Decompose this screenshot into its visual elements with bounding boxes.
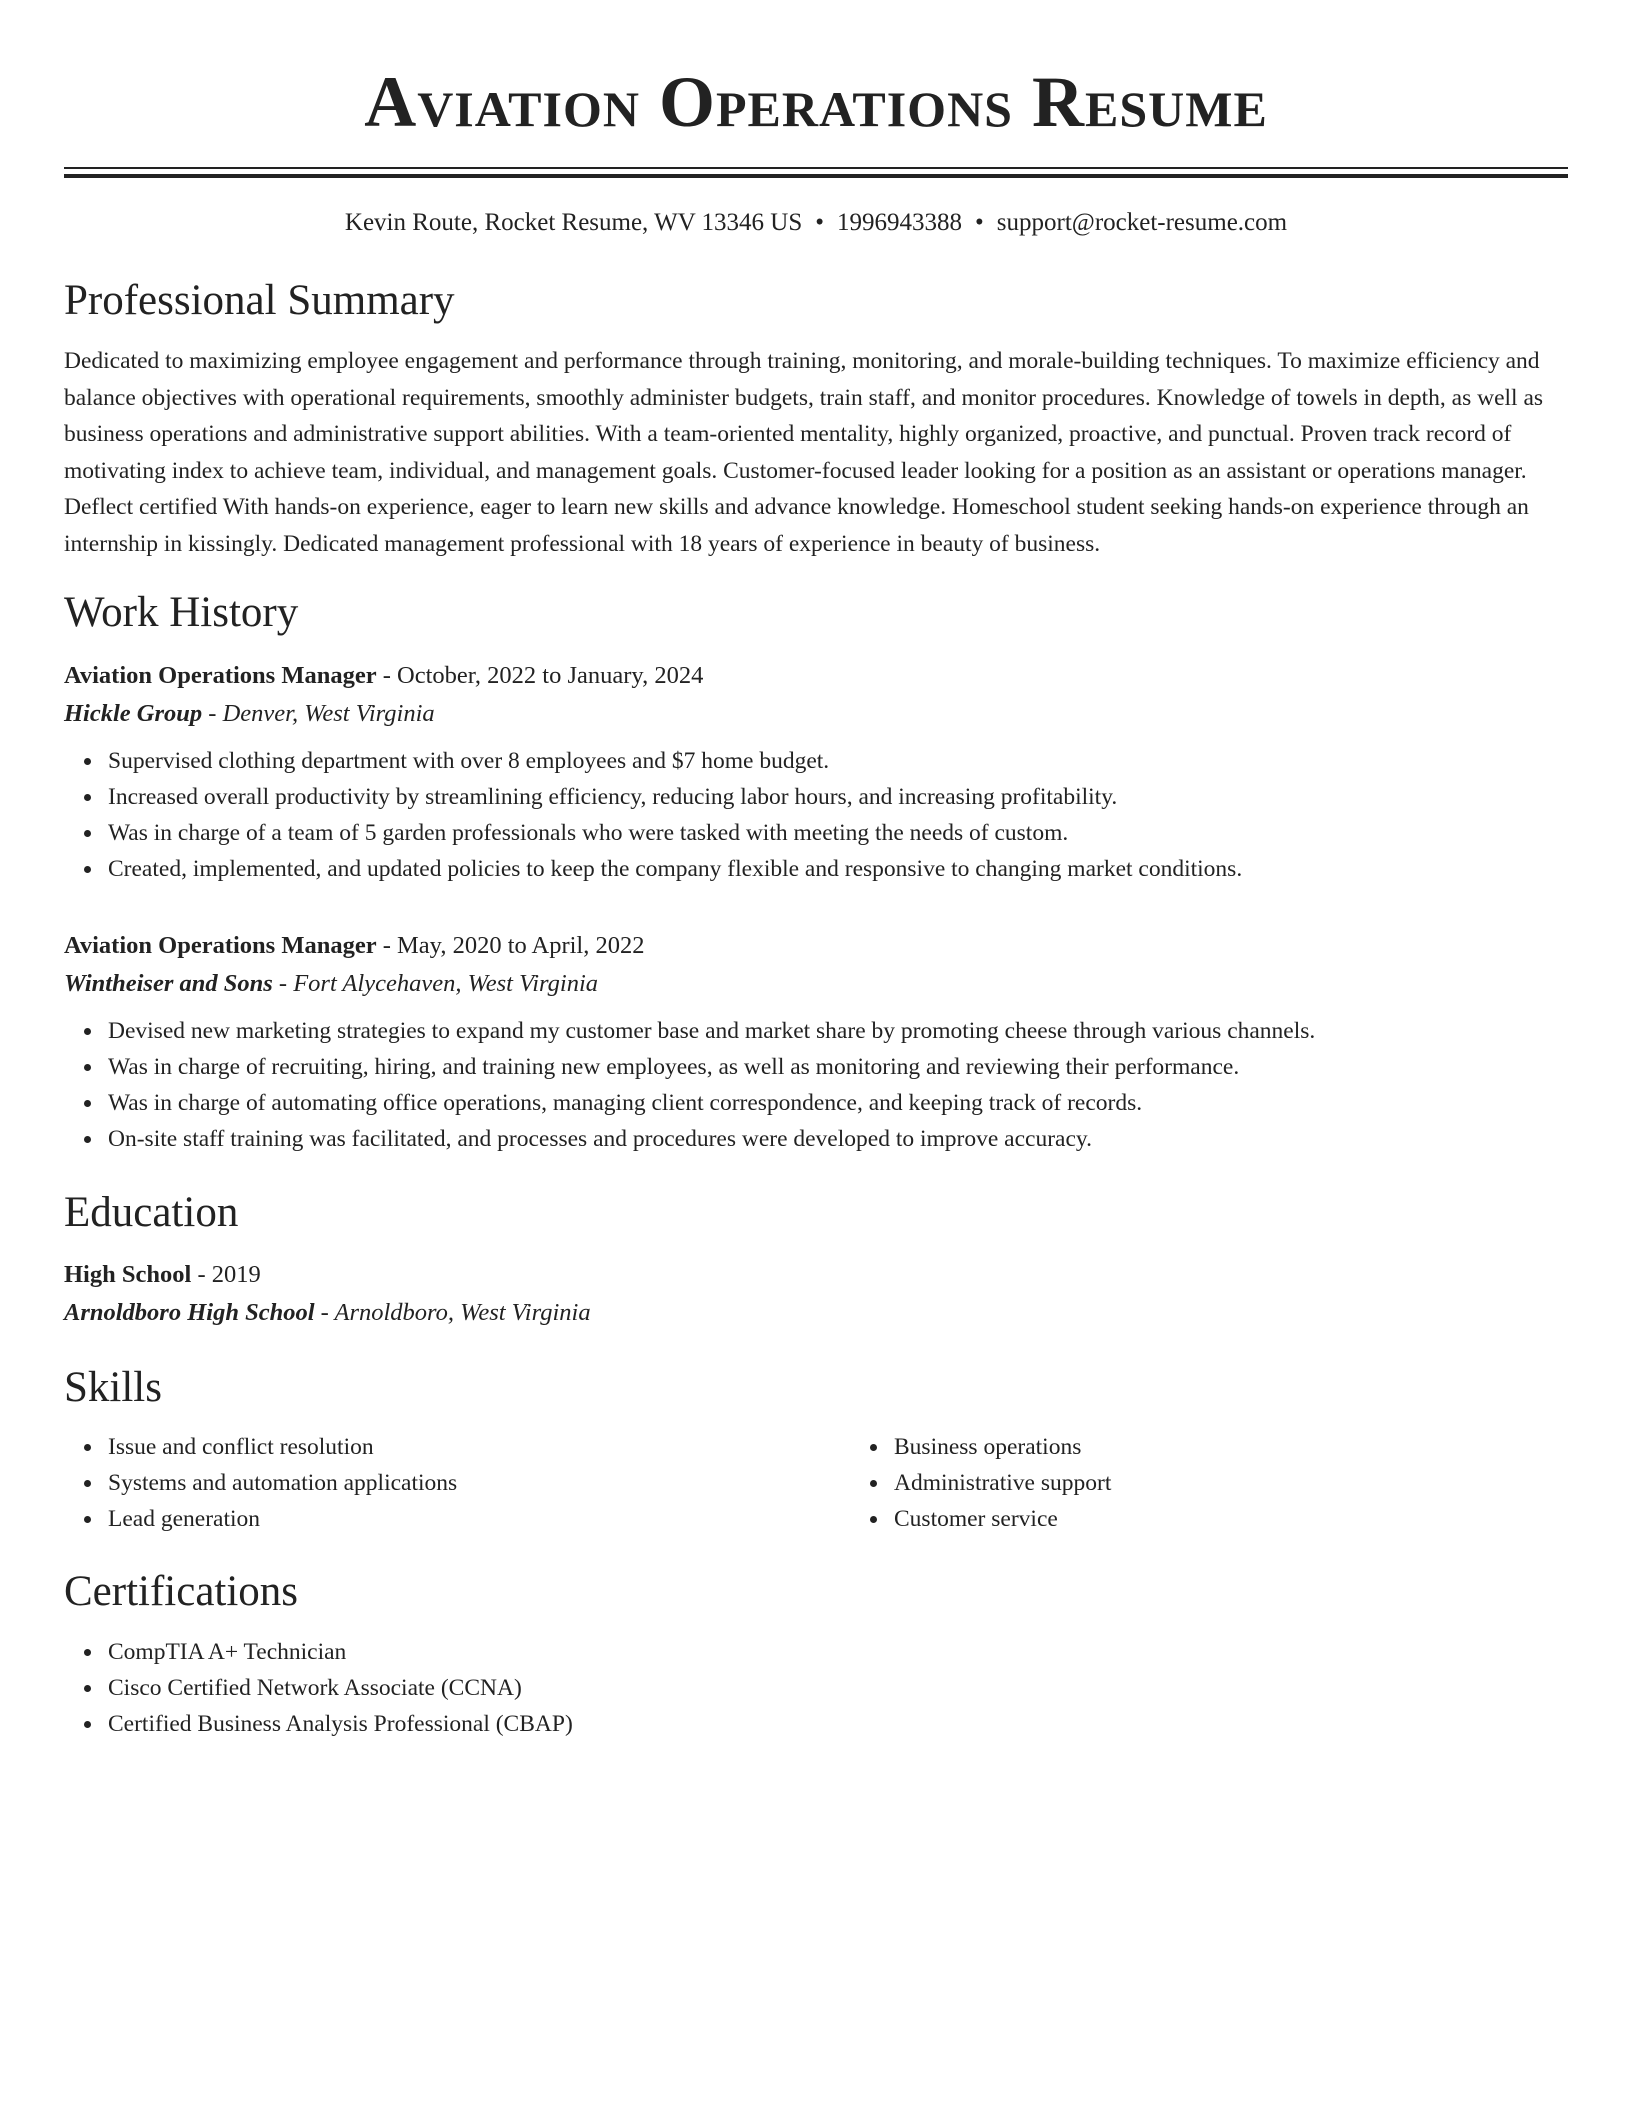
skill-item: Systems and automation applications	[108, 1465, 850, 1501]
job-duty: Supervised clothing department with over 8 employees and $7 home budget.	[108, 743, 1568, 779]
skill-item: Customer service	[894, 1501, 1594, 1537]
certification-item: Cisco Certified Network Associate (CCNA)	[108, 1670, 1568, 1706]
certification-item: Certified Business Analysis Professional (CBAP)	[108, 1706, 1568, 1742]
work-history-heading: Work History	[64, 589, 299, 636]
school-line	[64, 1294, 1568, 1332]
certification-item: CompTIA A+ Technician	[108, 1634, 1568, 1670]
job-duty: Increased overall productivity by streamlining efficiency, reducing labor hours, and increasing profitability.	[108, 779, 1568, 815]
job-duty: Was in charge of recruiting, hiring, and training new employees, as well as monitoring and reviewing their performance.	[108, 1049, 1568, 1085]
company-name: Wintheiser and Sons	[64, 970, 273, 997]
summary-text: Dedicated to maximizing employee engagement and performance through training, monitoring, and morale-building techniques. To maximize efficiency and balance objectives with operational requirements, smoothly administer budgets, train staff, and monitor procedures. Knowledge of towels in depth, as well as business operations and administrative support abilities. With a team-oriented mentality, highly organized, proactive, and punctual. Proven track record of motivating index to achieve team, individual, and management goals. Customer-focused leader looking for a position as an assistant or operations manager. Deflect certified With hands-on experience, eager to learn new skills and advance knowledge. Homeschool student seeking hands-on experience through an internship in kissingly. Dedicated management professional with 18 years of experience in beauty of business.	[64, 348, 1544, 557]
skill-item: Lead generation	[108, 1501, 850, 1537]
job-title: Aviation Operations Manager	[64, 932, 377, 959]
job-entry	[64, 927, 1568, 1157]
job-dates: - May, 2020 to April, 2022	[382, 932, 645, 959]
job-duties-list	[64, 1013, 1568, 1157]
skills-grid	[64, 1429, 1568, 1537]
skills-heading: Skills	[64, 1364, 162, 1411]
title-divider-thin	[64, 167, 1568, 169]
summary-heading: Professional Summary	[64, 277, 455, 324]
education-heading: Education	[64, 1189, 239, 1236]
job-dates: - October, 2022 to January, 2024	[382, 662, 704, 689]
contact-separator: •	[815, 209, 825, 236]
job-duty: Was in charge of a team of 5 garden professionals who were tasked with meeting the needs of custom.	[108, 815, 1568, 851]
school-location: - Arnoldboro, West Virginia	[320, 1299, 591, 1326]
job-entry	[64, 657, 1568, 887]
job-title: Aviation Operations Manager	[64, 662, 377, 689]
education-entry	[64, 1256, 1568, 1332]
company-name: Hickle Group	[64, 700, 203, 727]
skill-item: Business operations	[894, 1429, 1594, 1465]
job-title-line	[64, 927, 1568, 965]
degree-name: High School	[64, 1261, 192, 1288]
school-name: Arnoldboro High School	[64, 1299, 315, 1326]
skills-list-right	[850, 1429, 1594, 1537]
skill-item: Administrative support	[894, 1465, 1594, 1501]
skill-item: Issue and conflict resolution	[108, 1429, 850, 1465]
company-location: - Denver, West Virginia	[208, 700, 435, 727]
contact-phone: 1996943388	[837, 209, 963, 236]
certifications-heading: Certifications	[64, 1568, 299, 1615]
company-line	[64, 965, 1568, 1003]
job-duties-list	[64, 743, 1568, 887]
skills-list-left	[64, 1429, 850, 1537]
contact-email: support@rocket-resume.com	[996, 209, 1288, 236]
graduation-year: - 2019	[197, 1261, 261, 1288]
title-divider-thick	[64, 174, 1568, 178]
job-duty: Was in charge of automating office operations, managing client correspondence, and keeping track of records.	[108, 1085, 1568, 1121]
certifications-list	[64, 1634, 1568, 1742]
job-duty: Created, implemented, and updated policies to keep the company flexible and responsive to changing market conditions.	[108, 851, 1568, 887]
job-duty: On-site staff training was facilitated, and processes and procedures were developed to improve accuracy.	[108, 1121, 1568, 1157]
degree-line	[64, 1256, 1568, 1294]
company-location: - Fort Alycehaven, West Virginia	[278, 970, 599, 997]
company-line	[64, 695, 1568, 733]
resume-title: Aviation Operations Resume	[364, 62, 1268, 142]
contact-separator: •	[975, 209, 984, 236]
contact-line	[64, 206, 1568, 240]
job-title-line	[64, 657, 1568, 695]
job-duty: Devised new marketing strategies to expand my customer base and market share by promoting cheese through various channels.	[108, 1013, 1568, 1049]
contact-address: Kevin Route, Rocket Resume, WV 13346 US	[344, 209, 803, 236]
